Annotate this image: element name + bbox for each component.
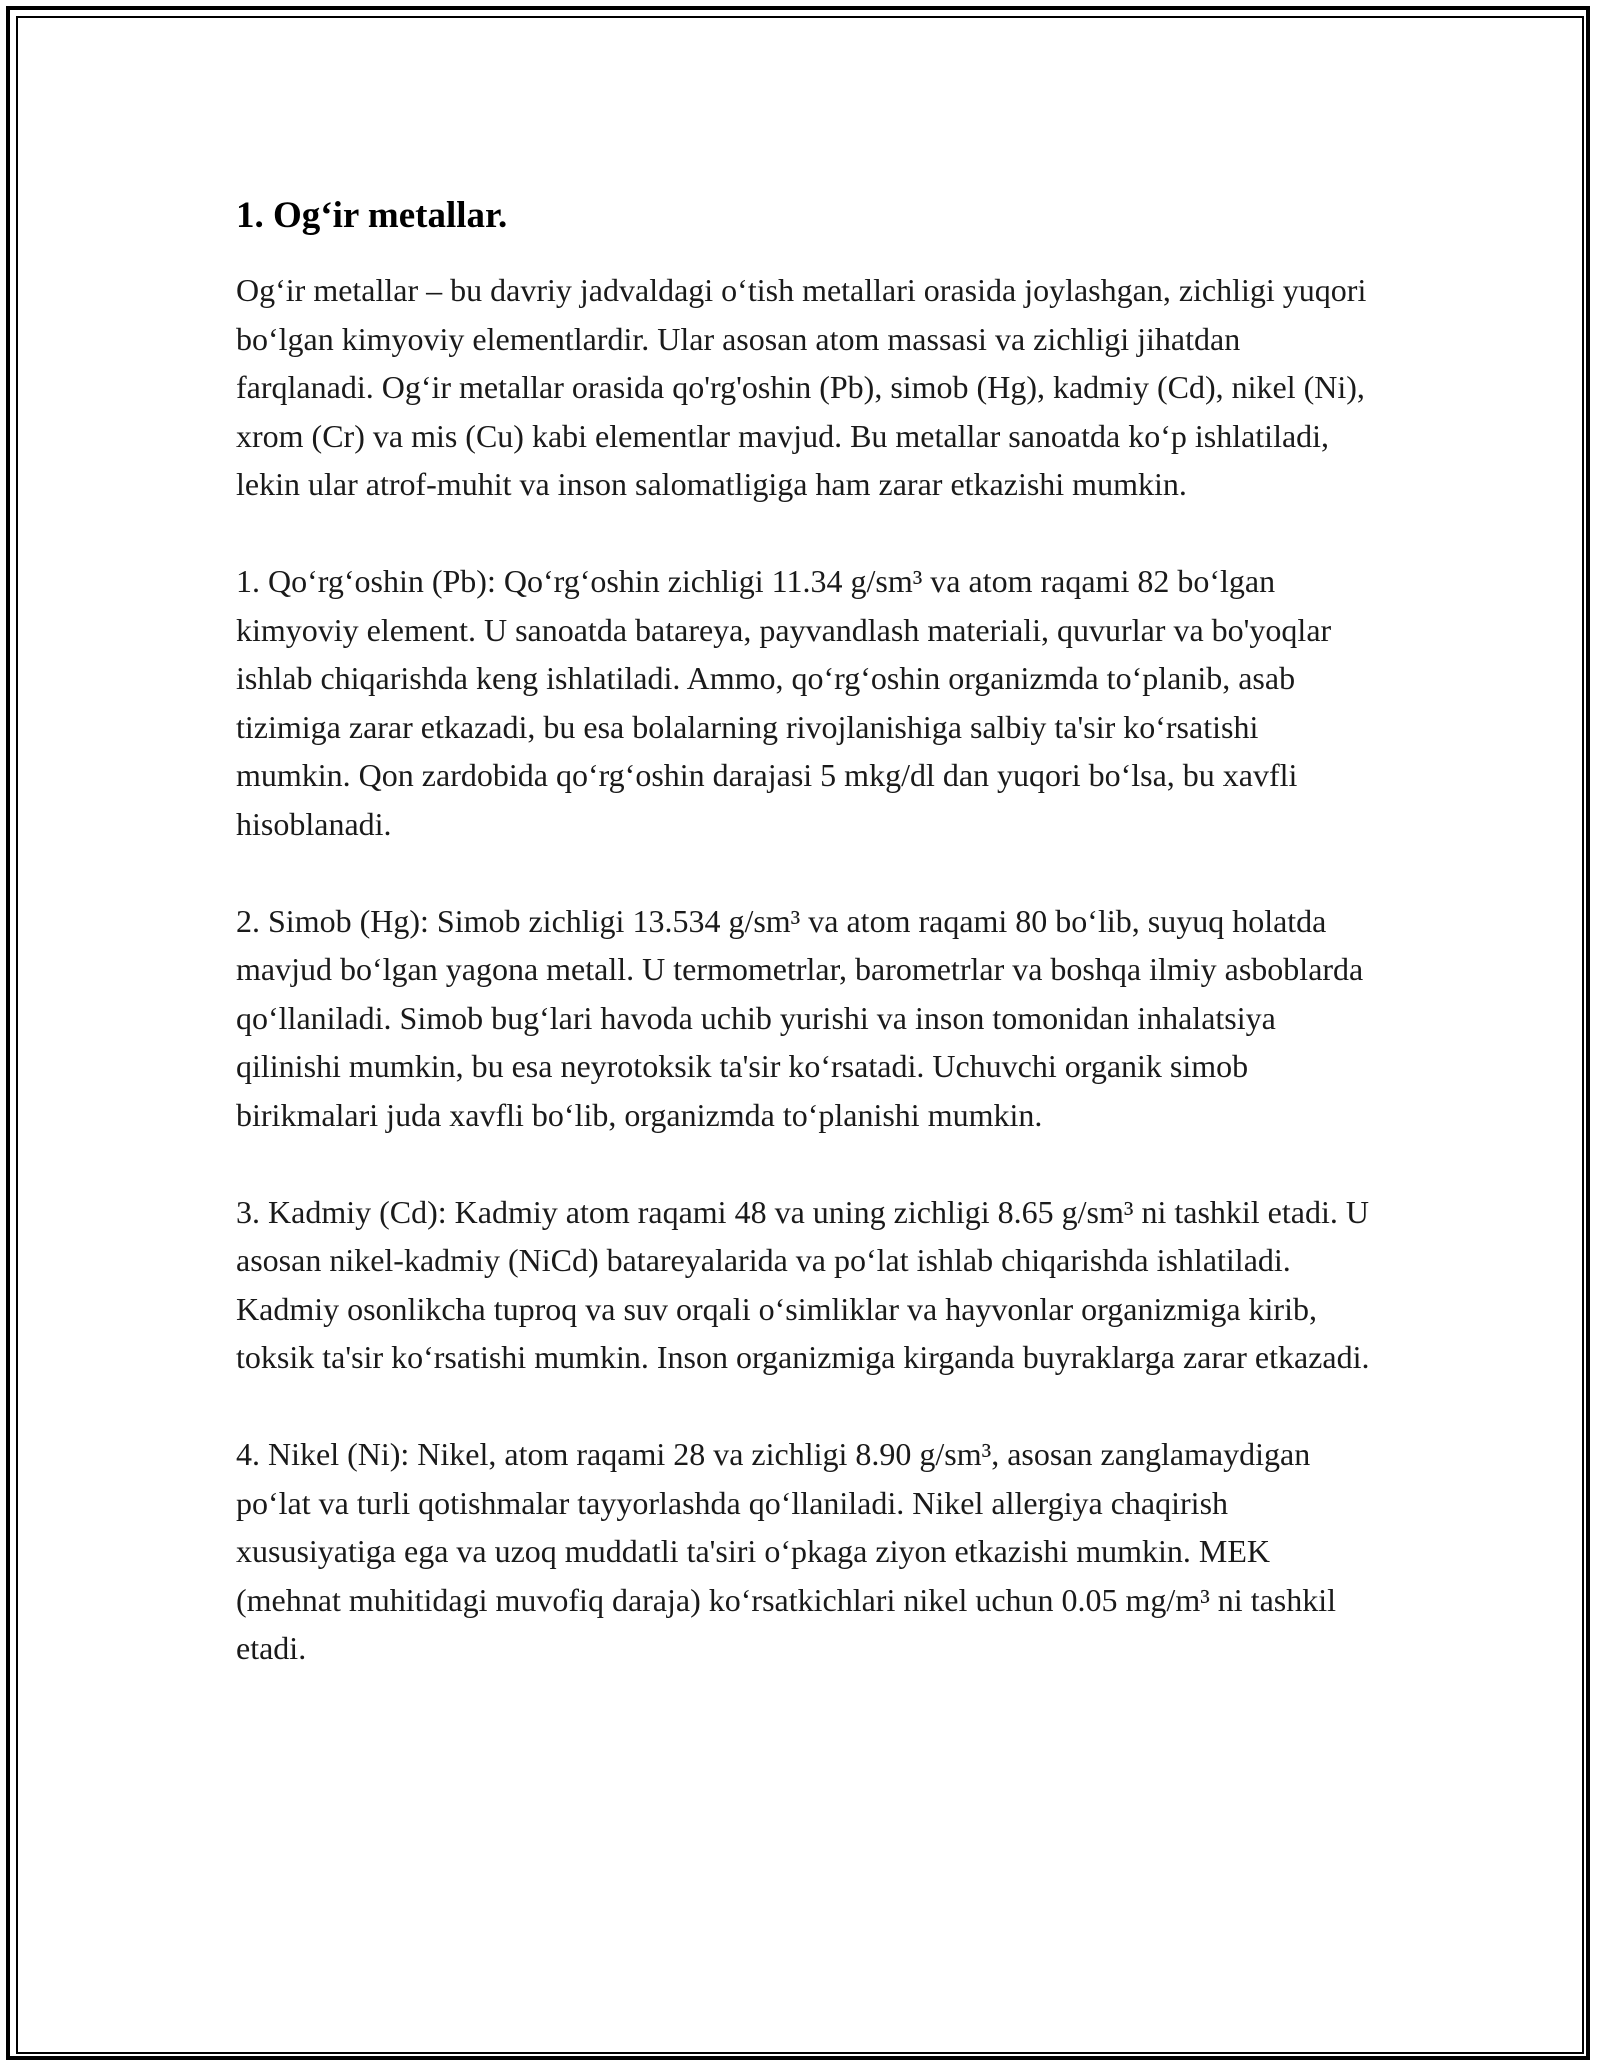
lead-paragraph: 1. Qo‘rg‘oshin (Pb): Qo‘rg‘oshin zichligi 11.34 g/sm³ va atom raqami 82 bo‘lgan kimyoviy element. U sanoatda batareya, payvandlash materiali, quvurlar va bo'yoqlar ishlab chiqarishda keng ishlatiladi. Ammo, qo‘rg‘oshin organizmda to‘planib, asab tizimiga zarar etkazadi, bu esa bolalarning rivojlanishiga salbiy ta'sir ko‘rsatishi mumkin. Qon zardobida qo‘rg‘oshin darajasi 5 mkg/dl dan yuqori bo‘lsa, bu xavfli hisoblanadi.	[236, 563, 1332, 842]
intro-paragraph: Og‘ir metallar – bu davriy jadvaldagi o‘tish metallari orasida joylashgan, zichligi yuqori bo‘lgan kimyoviy elementlardir. Ular asosan atom massasi va zichligi jihatdan farqlanadi. Og‘ir metallar orasida qo'rg'oshin (Pb), simob (Hg), kadmiy (Cd), nikel (Ni), xrom (Cr) va mis (Cu) kabi elementlar mavjud. Bu metallar sanoatda ko‘p ishlatiladi, lekin ular atrof-muhit va inson salomatligiga ham zarar etkazishi mumkin.	[236, 272, 1367, 502]
document-body	[236, 188, 1376, 1721]
nickel-paragraph: 4. Nikel (Ni): Nikel, atom raqami 28 va zichligi 8.90 g/sm³, asosan zanglamaydigan po‘lat va turli qotishmalar tayyorlashda qo‘llaniladi. Nikel allergiya chaqirish xususiyatiga ega va uzoq muddatli ta'siri o‘pkaga ziyon etkazishi mumkin. MEK (mehnat muhitidagi muvofiq daraja) ko‘rsatkichlari nikel uchun 0.05 mg/m³ ni tashkil etadi.	[236, 1436, 1337, 1666]
cadmium-paragraph: 3. Kadmiy (Cd): Kadmiy atom raqami 48 va uning zichligi 8.65 g/sm³ ni tashkil etadi. U asosan nikel-kadmiy (NiCd) batareyalarida va po‘lat ishlab chiqarishda ishlatiladi. Kadmiy osonlikcha tuproq va suv orqali o‘simliklar va hayvonlar organizmiga kirib, toksik ta'sir ko‘rsatishi mumkin. Inson organizmiga kirganda buyraklarga zarar etkazadi.	[236, 1193, 1370, 1375]
section-heading: 1. Og‘ir metallar.	[236, 195, 508, 236]
mercury-paragraph: 2. Simob (Hg): Simob zichligi 13.534 g/sm³ va atom raqami 80 bo‘lib, suyuq holatda mavjud bo‘lgan yagona metall. U termometrlar, barometrlar va boshqa ilmiy asboblarda qo‘llaniladi. Simob bug‘lari havoda uchib yurishi va inson tomonidan inhalatsiya qilinishi mumkin, bu esa neyrotoksik ta'sir ko‘rsatadi. Uchuvchi organik simob birikmalari juda xavfli bo‘lib, organizmda to‘planishi mumkin.	[236, 902, 1364, 1133]
